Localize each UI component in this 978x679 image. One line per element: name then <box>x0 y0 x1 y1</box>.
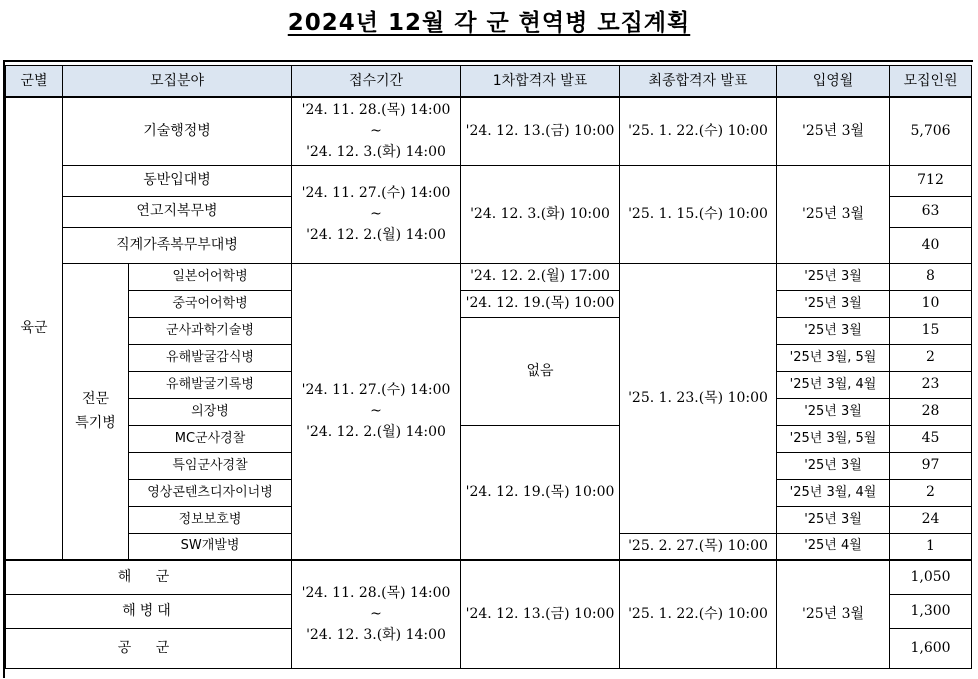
field-cell: 직계가족복무부대병 <box>63 227 292 263</box>
special-label: 전문 특기병 <box>63 263 129 560</box>
count-cell: 5,706 <box>890 97 972 165</box>
field-cell: 특임군사경찰 <box>129 452 292 479</box>
final-announce-cell: '25. 1. 15.(수) 10:00 <box>620 165 777 263</box>
page-title-text: 2024년 12월 각 군 현역병 모집계획 <box>287 10 691 36</box>
field-cell: 영상콘텐츠디자이너병 <box>129 479 292 506</box>
entry-cell: '25년 3월 <box>777 290 890 317</box>
field-cell: 동반입대병 <box>63 165 292 196</box>
count-cell: 45 <box>890 425 972 452</box>
count-cell: 2 <box>890 479 972 506</box>
count-cell: 63 <box>890 196 972 227</box>
count-cell: 40 <box>890 227 972 263</box>
branch-marines: 해병대 <box>6 594 292 628</box>
count-cell: 24 <box>890 506 972 533</box>
field-cell: MC군사경찰 <box>129 425 292 452</box>
final-announce-cell: '25. 1. 23.(목) 10:00 <box>620 263 777 533</box>
first-announce-cell: '24. 12. 2.(월) 17:00 <box>461 263 620 290</box>
count-cell: 1 <box>890 533 972 560</box>
entry-cell: '25년 3월 <box>777 165 890 263</box>
field-cell: 중국어어학병 <box>129 290 292 317</box>
table-row <box>6 317 972 344</box>
entry-cell: '25년 3월 <box>777 398 890 425</box>
branch-navy: 해 군 <box>6 560 292 594</box>
entry-cell: '25년 3월, 5월 <box>777 344 890 371</box>
entry-cell: '25년 3월, 5월 <box>777 425 890 452</box>
entry-cell: '25년 3월 <box>777 560 890 668</box>
table-row <box>6 560 972 594</box>
first-announce-cell: '24. 12. 13.(금) 10:00 <box>461 97 620 165</box>
field-cell: 의장병 <box>129 398 292 425</box>
entry-cell: '25년 3월 <box>777 506 890 533</box>
entry-cell: '25년 3월, 4월 <box>777 479 890 506</box>
recruitment-table <box>5 65 972 669</box>
count-cell: 10 <box>890 290 972 317</box>
header-first-announce: 1차합격자 발표 <box>461 66 620 98</box>
period-cell: '24. 11. 27.(수) 14:00 ~ '24. 12. 2.(월) 14:00 <box>292 263 461 560</box>
header-row <box>6 66 972 98</box>
field-cell: 유해발굴기록병 <box>129 371 292 398</box>
count-cell: 23 <box>890 371 972 398</box>
entry-cell: '25년 4월 <box>777 533 890 560</box>
final-announce-cell: '25. 1. 22.(수) 10:00 <box>620 97 777 165</box>
first-announce-cell: '24. 12. 3.(화) 10:00 <box>461 165 620 263</box>
branch-airforce: 공 군 <box>6 628 292 668</box>
field-cell: SW개발병 <box>129 533 292 560</box>
header-entry-month: 입영월 <box>777 66 890 98</box>
table-row <box>6 290 972 317</box>
page-title <box>0 4 978 37</box>
entry-cell: '25년 3월 <box>777 317 890 344</box>
field-cell: 연고지복무병 <box>63 196 292 227</box>
field-cell: 일본어어학병 <box>129 263 292 290</box>
count-cell: 1,600 <box>890 628 972 668</box>
entry-cell: '25년 3월 <box>777 452 890 479</box>
count-cell: 1,050 <box>890 560 972 594</box>
header-branch: 군별 <box>6 66 63 98</box>
branch-army: 육군 <box>6 97 63 560</box>
header-count: 모집인원 <box>890 66 972 98</box>
first-announce-cell: 없음 <box>461 317 620 425</box>
header-field: 모집분야 <box>63 66 292 98</box>
header-final-announce: 최종합격자 발표 <box>620 66 777 98</box>
entry-cell: '25년 3월 <box>777 97 890 165</box>
field-cell: 기술행정병 <box>63 97 292 165</box>
count-cell: 8 <box>890 263 972 290</box>
first-announce-cell: '24. 12. 19.(목) 10:00 <box>461 425 620 560</box>
count-cell: 712 <box>890 165 972 196</box>
final-announce-cell: '25. 1. 22.(수) 10:00 <box>620 560 777 668</box>
header-period: 접수기간 <box>292 66 461 98</box>
period-cell: '24. 11. 27.(수) 14:00 ~ '24. 12. 2.(월) 14:00 <box>292 165 461 263</box>
first-announce-cell: '24. 12. 13.(금) 10:00 <box>461 560 620 668</box>
entry-cell: '25년 3월, 4월 <box>777 371 890 398</box>
count-cell: 28 <box>890 398 972 425</box>
table-row <box>6 425 972 452</box>
table-row <box>6 165 972 196</box>
table-row <box>6 263 972 290</box>
count-cell: 2 <box>890 344 972 371</box>
count-cell: 97 <box>890 452 972 479</box>
field-cell: 유해발굴감식병 <box>129 344 292 371</box>
count-cell: 1,300 <box>890 594 972 628</box>
table-row <box>6 97 972 165</box>
period-cell: '24. 11. 28.(목) 14:00 ~ '24. 12. 3.(화) 14:00 <box>292 560 461 668</box>
entry-cell: '25년 3월 <box>777 263 890 290</box>
count-cell: 15 <box>890 317 972 344</box>
first-announce-cell: '24. 12. 19.(목) 10:00 <box>461 290 620 317</box>
field-cell: 정보보호병 <box>129 506 292 533</box>
final-announce-cell: '25. 2. 27.(목) 10:00 <box>620 533 777 560</box>
field-cell: 군사과학기술병 <box>129 317 292 344</box>
period-cell: '24. 11. 28.(목) 14:00 ~ '24. 12. 3.(화) 14:00 <box>292 97 461 165</box>
